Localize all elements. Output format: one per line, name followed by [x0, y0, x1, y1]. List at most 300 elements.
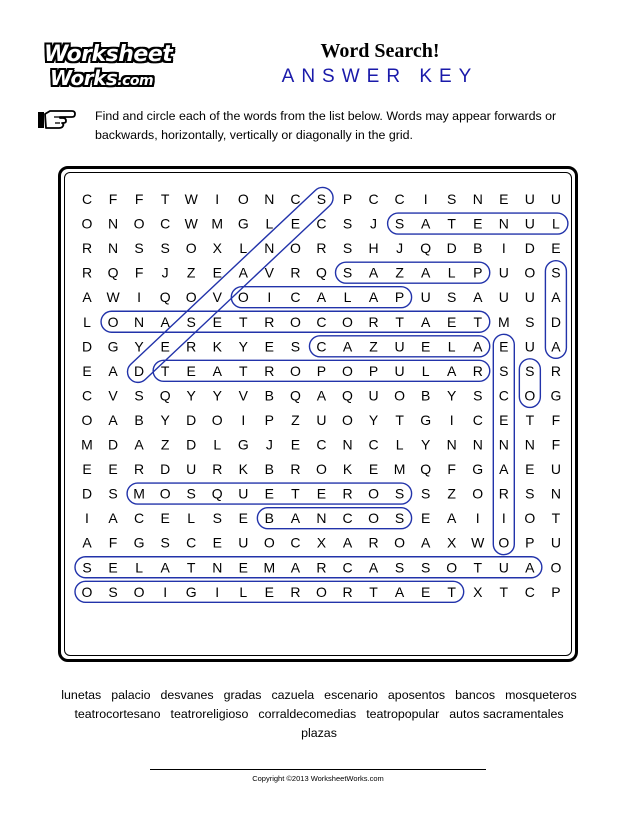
grid-letter: O [316, 583, 327, 600]
grid-letter: E [160, 510, 170, 527]
grid-letter: P [342, 191, 353, 207]
grid-letter: F [134, 191, 144, 207]
grid-letter: U [498, 264, 509, 281]
grid-letter: B [420, 387, 431, 404]
grid-letter: X [212, 240, 222, 257]
grid-letter: C [290, 289, 301, 306]
grid-letter: C [342, 510, 353, 527]
grid-letter: I [449, 411, 454, 428]
grid-letter: P [264, 411, 275, 428]
grid-letter: A [368, 559, 379, 576]
grid-letter: U [550, 191, 561, 207]
grid-letter: A [420, 215, 431, 232]
grid-letter: A [551, 338, 561, 355]
grid-letter: S [394, 215, 405, 232]
grid-letter: P [473, 264, 483, 281]
grid-letter: I [501, 510, 506, 527]
grid-letter: N [264, 191, 275, 207]
grid-letter: Z [186, 264, 196, 281]
grid-letter: H [368, 240, 379, 257]
word-list-item: gradas [223, 688, 262, 702]
grid-letter: P [394, 289, 405, 306]
grid-letter: P [525, 534, 535, 551]
grid-letter: O [185, 240, 197, 257]
grid-letter: L [421, 362, 430, 379]
grid-letter: N [107, 240, 119, 257]
grid-letter: C [524, 583, 535, 600]
grid-letter: F [447, 461, 456, 478]
grid-letter: A [420, 313, 431, 330]
grid-letter: I [163, 583, 168, 600]
grid-letter: A [134, 436, 144, 453]
grid-letter: D [186, 411, 197, 428]
grid-letter: S [394, 485, 405, 502]
grid-letter: R [550, 362, 561, 379]
grid-letter: C [316, 313, 327, 330]
grid-letter: U [368, 387, 379, 404]
grid-letter: E [499, 338, 509, 355]
grid-letter: M [133, 485, 145, 502]
grid-letter: E [420, 510, 431, 527]
grid-letter: Z [160, 436, 170, 453]
grid-letter: T [447, 215, 456, 232]
grid-letter: M [81, 436, 93, 453]
grid-letter: W [184, 191, 198, 207]
grid-letter: Y [368, 411, 379, 428]
grid-letter: F [134, 264, 144, 281]
grid-letter: D [81, 485, 93, 502]
grid-letter: A [420, 264, 431, 281]
grid-letter: O [81, 583, 93, 600]
grid-letter: A [290, 559, 301, 576]
grid-letter: P [316, 362, 327, 379]
word-list-item: teatropopular [366, 707, 440, 721]
grid-letter: R [342, 485, 353, 502]
grid-letter: C [290, 191, 301, 207]
grid-letter: G [133, 534, 145, 551]
grid-letter: T [499, 583, 509, 600]
grid-letter: E [473, 215, 483, 232]
grid-letter: O [289, 313, 301, 330]
grid-letter: I [267, 289, 272, 306]
grid-letter: S [525, 313, 535, 330]
grid-letter: D [186, 436, 197, 453]
grid-letter: J [370, 215, 378, 232]
grid-letter: S [342, 264, 353, 281]
grid-letter: A [316, 387, 327, 404]
grid-letter: U [316, 411, 327, 428]
word-list-item: lunetas [61, 688, 102, 702]
grid-letter: E [420, 338, 431, 355]
copyright-text: Copyright ©2013 WorksheetWorks.com [252, 774, 384, 783]
grid-letter: L [395, 436, 404, 453]
grid-letter: L [447, 338, 456, 355]
grid-letter: C [368, 436, 379, 453]
word-list-item: palacio [111, 688, 151, 702]
grid-letter: D [160, 461, 171, 478]
grid-letter: T [239, 362, 248, 379]
grid-letter: Z [395, 264, 404, 281]
grid-letter: L [213, 436, 222, 453]
grid-letter: L [447, 264, 456, 281]
word-list-item: bancos [455, 688, 496, 702]
grid-letter: R [368, 534, 379, 551]
grid-letter: M [393, 461, 406, 478]
grid-letter: S [290, 338, 301, 355]
grid-letter: Z [447, 485, 456, 502]
grid-letter: N [316, 510, 327, 527]
grid-letter: C [342, 559, 353, 576]
grid-letter: N [134, 313, 145, 330]
grid-letter: O [211, 411, 223, 428]
grid-letter: A [160, 559, 170, 576]
grid-letter: X [473, 583, 483, 600]
grid-letter: E [82, 362, 92, 379]
grid-letter: N [472, 436, 483, 453]
grid-letter: E [525, 461, 535, 478]
instructions-text: Find and circle each of the words from the list below. Words may appear forwards or backwards, horizontally, vertically or diagonally in the grid. [95, 109, 557, 142]
grid-letter: O [81, 411, 93, 428]
grid-letter: C [472, 411, 483, 428]
grid-letter: E [499, 191, 509, 207]
grid-letter: U [498, 289, 509, 306]
grid-letter: A [108, 510, 118, 527]
grid-letter: V [212, 289, 222, 306]
grid-letter: S [160, 240, 170, 257]
word-list-item: desvanes [160, 688, 214, 702]
grid-letter: U [524, 215, 535, 232]
grid-letter: S [108, 485, 118, 502]
grid-letter: C [81, 191, 93, 207]
word-list-item: teatrocortesano [74, 707, 161, 721]
grid-letter: R [316, 240, 327, 257]
grid-letter: A [525, 559, 535, 576]
grid-letter: G [237, 436, 249, 453]
grid-letter: N [212, 559, 223, 576]
grid-letter: E [316, 485, 327, 502]
grid-letter: A [238, 264, 248, 281]
grid-letter: K [212, 338, 222, 355]
answer-circle-scevoedat [123, 183, 337, 387]
grid-letter: Q [107, 264, 119, 281]
grid-letter: O [237, 289, 249, 306]
grid-letter: I [215, 191, 220, 207]
grid-letter: G [420, 411, 432, 428]
grid-letter: Z [291, 411, 300, 428]
grid-letter: D [134, 362, 145, 379]
grid-letter: S [212, 510, 222, 527]
grid-letter: L [239, 583, 248, 600]
grid-letter: R [342, 583, 353, 600]
grid-letter: W [106, 289, 120, 306]
grid-letter: U [394, 362, 405, 379]
grid-letter: A [160, 313, 170, 330]
grid-letter: T [447, 583, 456, 600]
grid-letter: J [265, 436, 273, 453]
grid-letter: O [133, 215, 145, 232]
grid-letter: I [423, 191, 428, 207]
grid-letter: O [394, 387, 406, 404]
grid-letter: R [212, 461, 223, 478]
grid-letter: C [368, 191, 379, 207]
grid-letter: A [212, 362, 222, 379]
grid-letter: R [290, 583, 301, 600]
grid-letter: S [342, 240, 353, 257]
grid-letter: L [239, 240, 248, 257]
grid-letter: U [524, 338, 535, 355]
grid-letter: T [160, 191, 170, 207]
grid-letter: L [187, 510, 196, 527]
grid-letter: E [160, 338, 170, 355]
grid-letter: K [238, 461, 248, 478]
grid-letter: O [498, 534, 510, 551]
grid-letter: E [368, 461, 379, 478]
grid-letter: F [108, 534, 118, 551]
grid-letter: A [82, 534, 92, 551]
word-list-item: escenario [324, 688, 378, 702]
grid-letter: U [550, 534, 561, 551]
grid-letter: A [368, 264, 379, 281]
grid-letter: C [81, 387, 93, 404]
grid-letter: X [316, 534, 327, 551]
grid-letter: Q [420, 240, 432, 257]
word-list-item: autos sacramentales [449, 707, 564, 721]
grid-letter: N [107, 215, 119, 232]
grid-letter: Y [447, 387, 457, 404]
grid-letter: O [524, 510, 536, 527]
grid-letter: R [264, 313, 275, 330]
grid-letter: I [241, 411, 246, 428]
grid-letter: R [186, 338, 197, 355]
grid-letter: S [342, 215, 353, 232]
grid-letter: W [184, 215, 198, 232]
grid-letter: A [447, 362, 457, 379]
grid-letter: T [551, 510, 561, 527]
grid-letter: O [342, 411, 353, 428]
grid-letter: J [161, 264, 169, 281]
answer-key-subtitle: ANSWER KEY [281, 66, 479, 87]
grid-letter: T [369, 583, 378, 600]
grid-letter: S [108, 583, 118, 600]
grid-letter: U [394, 338, 405, 355]
grid-letter: N [472, 191, 483, 207]
grid-letter: C [316, 215, 327, 232]
grid-letter: V [238, 387, 248, 404]
grid-letter: E [290, 215, 301, 232]
word-list-item: cazuela [271, 688, 315, 702]
grid-letter: C [186, 534, 197, 551]
footer-divider [150, 769, 486, 770]
grid-letter: T [473, 313, 483, 330]
grid-letter: U [524, 289, 535, 306]
grid-letter: T [395, 313, 404, 330]
grid-letter: S [186, 485, 196, 502]
grid-letter: Y [238, 338, 248, 355]
grid-letter: E [551, 240, 561, 257]
grid-letter: O [316, 461, 327, 478]
grid-letter: G [107, 338, 119, 355]
grid-letter: G [550, 387, 562, 404]
grid-letter: D [524, 240, 535, 257]
grid-letter: S [134, 387, 144, 404]
grid-letter: Q [316, 264, 327, 281]
grid-letter: S [82, 559, 92, 576]
grid-letter: S [134, 240, 144, 257]
grid-letter: O [107, 313, 119, 330]
grid-letter: S [394, 559, 405, 576]
grid-letter: S [160, 534, 170, 551]
grid-letter: E [499, 411, 509, 428]
grid-letter: B [264, 461, 275, 478]
grid-letter: M [211, 215, 224, 232]
grid-letter: C [160, 215, 171, 232]
word-list-item: aposentos [387, 688, 446, 702]
grid-letter: Y [186, 387, 196, 404]
grid-letter: A [342, 534, 353, 551]
grid-letter: E [82, 461, 92, 478]
grid-letter: E [212, 264, 222, 281]
grid-letter: L [265, 215, 274, 232]
grid-letter: R [290, 264, 301, 281]
word-list-item: teatroreligioso [170, 707, 249, 721]
grid-letter: F [551, 411, 561, 428]
grid-letter: S [525, 362, 535, 379]
grid-letter: R [81, 240, 93, 257]
word-list-item: plazas [301, 726, 337, 740]
grid-letter: Q [159, 387, 171, 404]
grid-letter: O [472, 485, 484, 502]
grid-letter: E [212, 313, 222, 330]
grid-letter: C [134, 510, 145, 527]
grid-letter: R [290, 461, 301, 478]
grid-letter: S [525, 485, 535, 502]
answer-circle-sazalp [336, 262, 490, 283]
grid-letter: O [524, 387, 536, 404]
grid-letter: S [447, 191, 457, 207]
grid-letter: I [85, 510, 89, 527]
grid-letter: R [134, 461, 145, 478]
grid-letter: A [499, 461, 509, 478]
grid-letter: I [501, 240, 506, 257]
grid-letter: S [394, 510, 405, 527]
grid-letter: O [342, 313, 353, 330]
grid-letter: F [108, 191, 118, 207]
grid-letter: E [108, 461, 118, 478]
grid-letter: D [446, 240, 457, 257]
grid-letter: O [394, 534, 406, 551]
grid-letter: U [238, 485, 249, 502]
grid-letter: U [238, 534, 249, 551]
grid-letter: O [550, 559, 562, 576]
logo-line-2-suffix: .com [117, 73, 154, 89]
grid-letter: R [472, 362, 483, 379]
grid-letter: Q [211, 485, 223, 502]
grid-letter: T [186, 559, 196, 576]
word-list-line [20, 724, 618, 743]
grid-letter: A [82, 289, 92, 306]
grid-letter: S [499, 362, 509, 379]
grid-letter: E [238, 559, 248, 576]
grid-letter: T [160, 362, 170, 379]
grid-letter: E [290, 436, 301, 453]
grid-letter: E [108, 559, 118, 576]
grid-letter: S [420, 485, 431, 502]
grid-letter: L [135, 559, 143, 576]
grid-letter: A [473, 289, 483, 306]
grid-letter: Y [160, 411, 170, 428]
grid-letter: Q [342, 387, 353, 404]
grid-letter: O [524, 264, 536, 281]
grid-letter: O [185, 289, 197, 306]
grid-letter: A [316, 289, 327, 306]
word-list-line [20, 705, 618, 724]
grid-letter: O [368, 485, 379, 502]
grid-letter: E [238, 510, 248, 527]
word-list-line [20, 686, 618, 705]
grid-letter: R [316, 559, 327, 576]
page-title: Word Search! [320, 40, 440, 62]
word-list [20, 686, 618, 743]
grid-letter: T [473, 559, 483, 576]
grid-letter: A [473, 338, 483, 355]
grid-letter: Q [420, 461, 432, 478]
word-list-item: mosqueteros [505, 688, 577, 702]
grid-letter: O [133, 583, 145, 600]
grid-letter: D [81, 338, 93, 355]
grid-letter: N [524, 436, 535, 453]
grid-letter: G [237, 215, 249, 232]
grid-letter: U [186, 461, 197, 478]
grid-letter: A [108, 411, 118, 428]
grid-letter: O [289, 240, 301, 257]
grid-letter: B [134, 411, 144, 428]
grid-letter: T [291, 485, 300, 502]
grid-letter: E [447, 313, 457, 330]
grid-letter: F [551, 436, 561, 453]
grid-letter: M [497, 313, 510, 330]
grid-letter: L [83, 313, 91, 330]
logo-line-1: Worksheet [44, 42, 173, 67]
grid-letter: I [137, 289, 142, 306]
grid-letter: J [396, 240, 404, 257]
grid-letter: O [237, 191, 249, 207]
grid-letter: E [264, 338, 275, 355]
grid-letter: O [263, 534, 275, 551]
grid-letter: Z [369, 338, 378, 355]
grid-letter: N [550, 485, 561, 502]
grid-letter: A [368, 289, 379, 306]
grid-letter: S [551, 264, 561, 281]
grid-letter: S [316, 191, 327, 207]
grid-letter: L [552, 215, 560, 232]
grid-letter: S [186, 313, 196, 330]
grid-letter: B [264, 510, 275, 527]
grid-letter: O [342, 362, 353, 379]
grid-letter: I [475, 510, 480, 527]
grid-letter: C [290, 534, 301, 551]
grid-letter: M [263, 559, 276, 576]
grid-letter: E [264, 583, 275, 600]
grid-letter: T [239, 313, 248, 330]
grid-letter: L [343, 289, 352, 306]
answer-circle-bancos [257, 508, 411, 529]
grid-letter: N [342, 436, 353, 453]
grid-letter: S [447, 289, 457, 306]
grid-letter: U [550, 461, 561, 478]
grid-letter: B [473, 240, 483, 257]
grid-letter: U [498, 559, 509, 576]
grid-letter: O [289, 362, 301, 379]
